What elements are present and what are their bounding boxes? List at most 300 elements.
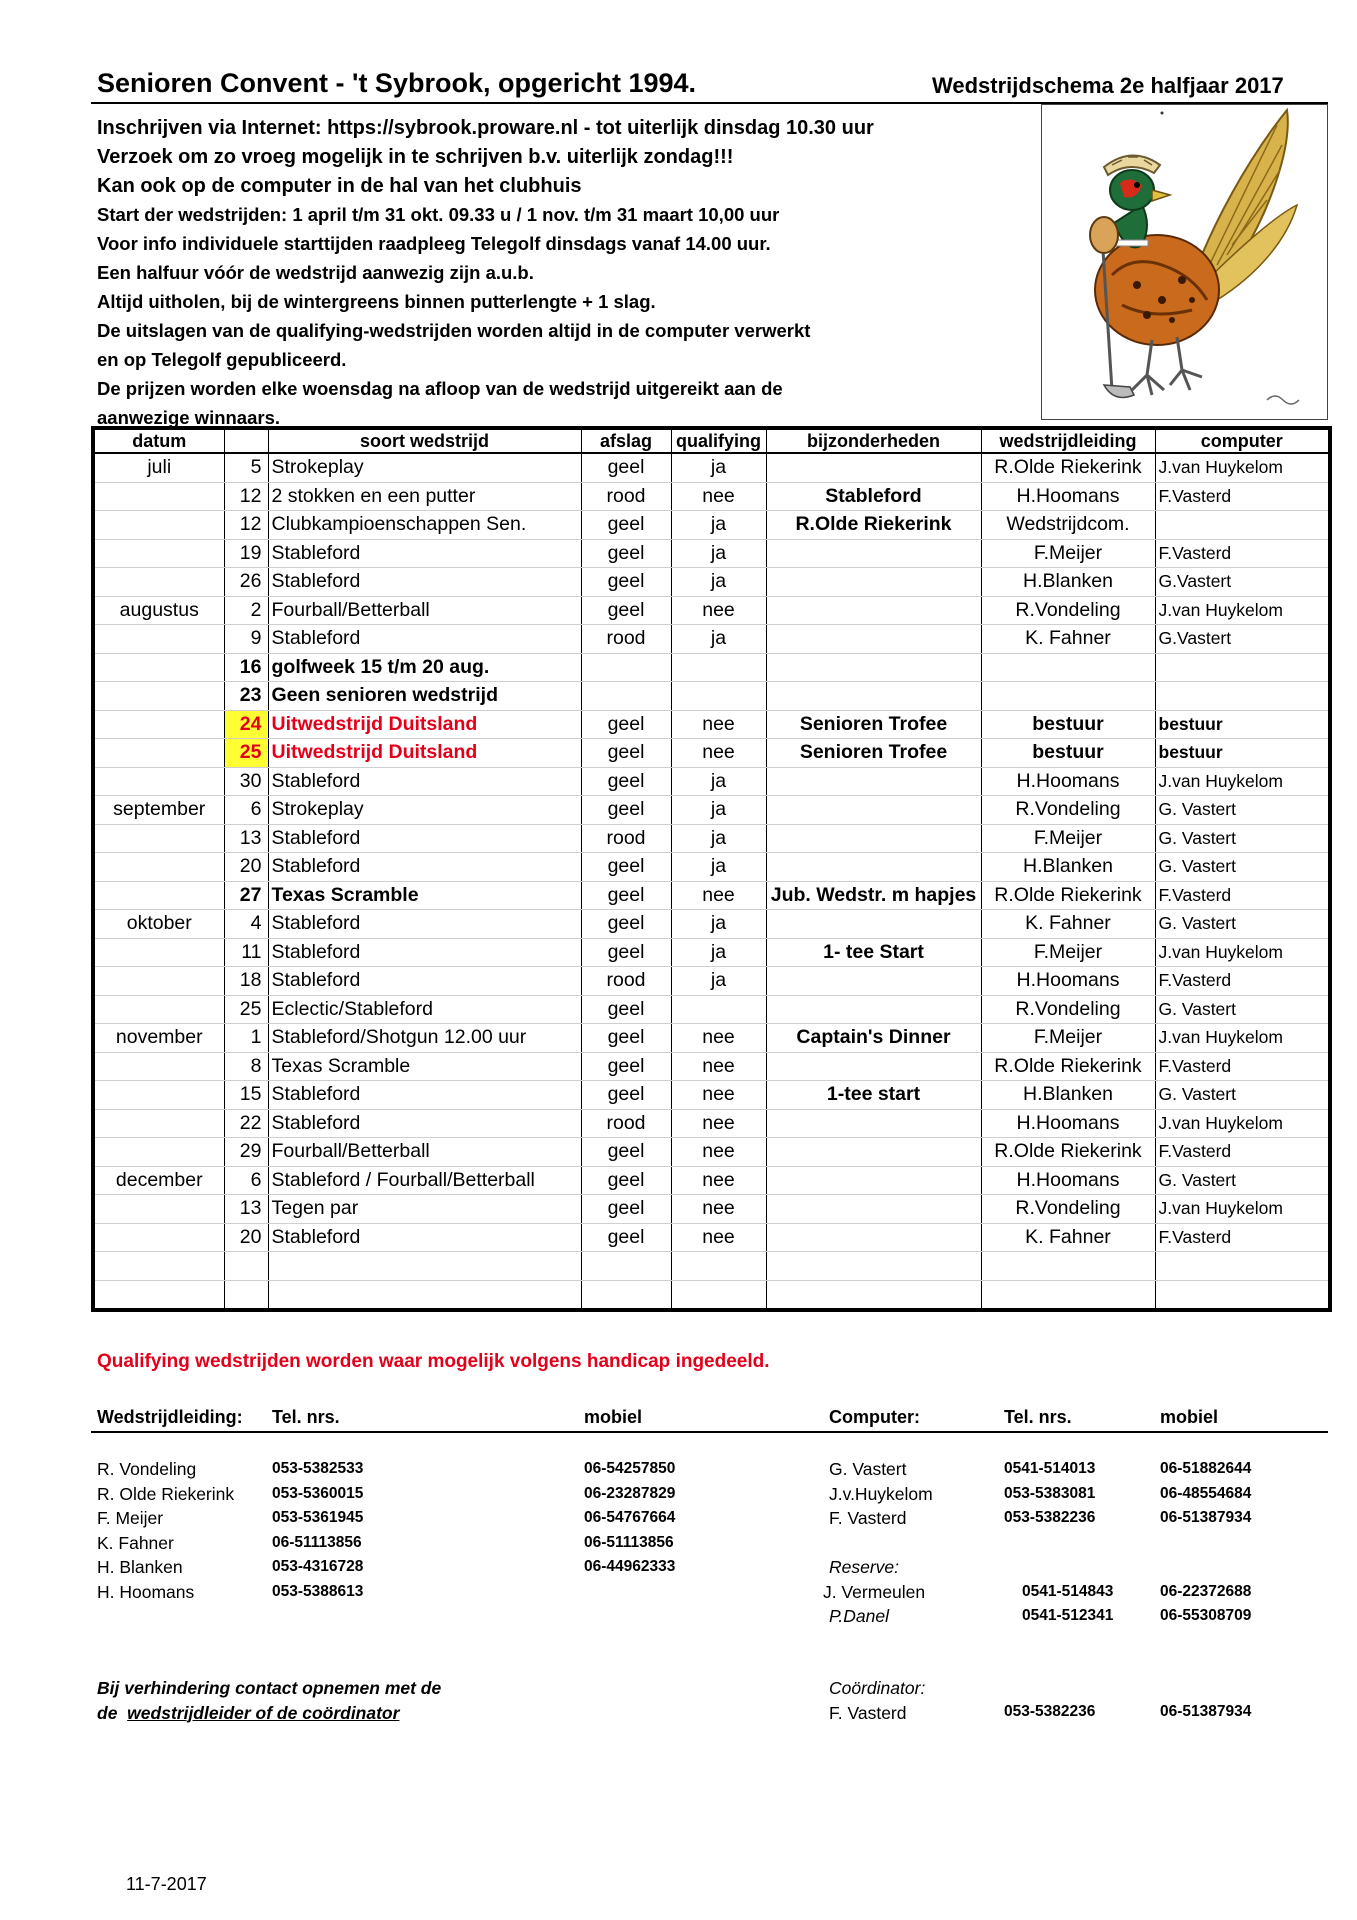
table-cell: G. Vastert (1155, 796, 1330, 825)
table-cell: Stableford (268, 1081, 581, 1110)
table-cell (1155, 682, 1330, 711)
table-cell (766, 995, 981, 1024)
table-row (93, 653, 1330, 682)
table-cell (766, 1195, 981, 1224)
table-cell: geel (581, 1081, 671, 1110)
intro-line: De prijzen worden elke woensdag na afloop van de wedstrijd uitgereikt aan de (97, 378, 783, 399)
table-cell: Eclectic/Stableford (268, 995, 581, 1024)
computer-tel (1004, 1457, 1113, 1629)
table-cell (93, 653, 224, 682)
table-cell: geel (581, 853, 671, 882)
leader-name: K. Fahner (97, 1532, 174, 1553)
table-cell: R.Vondeling (981, 596, 1155, 625)
table-cell: Texas Scramble (268, 1052, 581, 1081)
table-cell: G.Vastert (1155, 625, 1330, 654)
table-cell: rood (581, 625, 671, 654)
table-cell: F.Vasterd (1155, 482, 1330, 511)
table-cell: geel (581, 1223, 671, 1252)
table-cell (766, 1138, 981, 1167)
leader-tel: 053-5382533 (272, 1460, 364, 1477)
column-header: soort wedstrijd (268, 428, 581, 453)
table-header-row (93, 428, 1330, 453)
computer-tel: 0541-514013 (1004, 1460, 1096, 1477)
table-cell: 11 (224, 938, 268, 967)
table-row (93, 796, 1330, 825)
table-row (93, 1024, 1330, 1053)
table-cell: Uitwedstrijd Duitsland (268, 739, 581, 768)
table-cell: geel (581, 710, 671, 739)
table-cell (93, 767, 224, 796)
table-cell: Fourball/Betterball (268, 596, 581, 625)
table-cell: geel (581, 511, 671, 540)
table-cell (581, 1280, 671, 1310)
table-cell: 30 (224, 767, 268, 796)
table-cell: nee (671, 1052, 766, 1081)
pheasant-golfer-illustration (1041, 104, 1328, 420)
table-cell: F.Meijer (981, 1024, 1155, 1053)
table-cell (766, 1052, 981, 1081)
table-cell: H.Hoomans (981, 767, 1155, 796)
column-header: datum (93, 428, 224, 453)
reserve-name: P.Danel (829, 1606, 890, 1626)
leader-name: R. Olde Riekerink (97, 1483, 235, 1504)
table-cell: Stableford (268, 1109, 581, 1138)
table-cell: 8 (224, 1052, 268, 1081)
table-cell: Stableford (268, 824, 581, 853)
table-cell: 12 (224, 511, 268, 540)
table-cell: J.van Huykelom (1155, 938, 1330, 967)
table-cell: bestuur (981, 710, 1155, 739)
table-cell: Tegen par (268, 1195, 581, 1224)
table-cell: 12 (224, 482, 268, 511)
table-cell: augustus (93, 596, 224, 625)
table-cell: 29 (224, 1138, 268, 1167)
table-cell (766, 653, 981, 682)
contacts-header-tel: Tel. nrs. (272, 1407, 340, 1427)
table-cell (1155, 511, 1330, 540)
reserve-name: J. Vermeulen (823, 1581, 926, 1602)
table-cell: F.Vasterd (1155, 1138, 1330, 1167)
contacts-header-tel-2: Tel. nrs. (1004, 1407, 1072, 1427)
table-cell: H.Blanken (981, 568, 1155, 597)
coordinator-mobile: 06-51387934 (1160, 1703, 1252, 1720)
table-cell: Stableford (268, 910, 581, 939)
table-cell: Stableford / Fourball/Betterball (268, 1166, 581, 1195)
table-cell: Texas Scramble (268, 881, 581, 910)
table-cell: geel (581, 539, 671, 568)
table-cell: F.Meijer (981, 824, 1155, 853)
table-cell (981, 682, 1155, 711)
table-cell: ja (671, 910, 766, 939)
table-row (93, 995, 1330, 1024)
table-cell: 20 (224, 1223, 268, 1252)
table-cell (93, 1280, 224, 1310)
reserve-mobile: 06-22372688 (1160, 1582, 1252, 1600)
table-cell (93, 967, 224, 996)
table-cell: rood (581, 1109, 671, 1138)
table-cell: H.Hoomans (981, 1166, 1155, 1195)
table-cell: J.van Huykelom (1155, 1195, 1330, 1224)
table-cell (93, 1109, 224, 1138)
table-cell: Stableford (268, 1223, 581, 1252)
computer-mobile: 06-51882644 (1160, 1460, 1252, 1477)
column-header: bijzonderheden (766, 428, 981, 453)
table-cell: F.Vasterd (1155, 1052, 1330, 1081)
leader-name: R. Vondeling (97, 1459, 197, 1479)
table-cell (93, 1223, 224, 1252)
intro-text (97, 114, 1027, 432)
qualifying-note: Qualifying wedstrijden worden waar mogelijk volgens handicap ingedeeld. (97, 1351, 770, 1372)
table-cell: ja (671, 453, 766, 482)
table-cell (93, 1081, 224, 1110)
table-cell: geel (581, 568, 671, 597)
table-cell: K. Fahner (981, 625, 1155, 654)
table-row (93, 1280, 1330, 1310)
table-cell (93, 710, 224, 739)
leader-tel: 053-4316728 (272, 1558, 364, 1575)
table-cell: H.Hoomans (981, 1109, 1155, 1138)
table-cell: rood (581, 824, 671, 853)
table-cell: nee (671, 710, 766, 739)
table-row (93, 739, 1330, 768)
table-row (93, 824, 1330, 853)
table-cell: 13 (224, 824, 268, 853)
table-cell: J.van Huykelom (1155, 1109, 1330, 1138)
table-cell: Stableford (766, 482, 981, 511)
table-cell: H.Hoomans (981, 482, 1155, 511)
table-row (93, 767, 1330, 796)
table-cell (1155, 1252, 1330, 1281)
intro-line: Altijd uitholen, bij de wintergreens binnen putterlengte + 1 slag. (97, 291, 656, 312)
intro-line: De uitslagen van de qualifying-wedstrijden worden altijd in de computer verwerkt (97, 320, 811, 341)
coordinator-name: F. Vasterd (829, 1702, 907, 1723)
table-cell: H.Blanken (981, 853, 1155, 882)
table-cell: 9 (224, 625, 268, 654)
computer-mobile (1160, 1457, 1251, 1629)
table-cell (93, 1252, 224, 1281)
table-cell: ja (671, 568, 766, 597)
leader-mobile: 06-51113856 (584, 1533, 674, 1551)
table-row (93, 1195, 1330, 1224)
table-cell (93, 881, 224, 910)
table-cell (671, 1252, 766, 1281)
table-cell: Stableford (268, 938, 581, 967)
table-cell: rood (581, 482, 671, 511)
table-cell (224, 1252, 268, 1281)
table-cell (93, 739, 224, 768)
table-cell: geel (581, 1166, 671, 1195)
table-cell: Stableford (268, 568, 581, 597)
table-row (93, 1081, 1330, 1110)
leader-tel: 053-5361945 (272, 1509, 364, 1526)
table-cell: geel (581, 938, 671, 967)
table-cell (766, 1166, 981, 1195)
table-cell: R.Olde Riekerink (981, 881, 1155, 910)
table-cell (93, 995, 224, 1024)
computer-name: G. Vastert (829, 1459, 907, 1479)
table-cell: Wedstrijdcom. (981, 511, 1155, 540)
table-cell (268, 1252, 581, 1281)
schedule-subtitle: Wedstrijdschema 2e halfjaar 2017 (932, 73, 1284, 98)
table-cell: G. Vastert (1155, 910, 1330, 939)
table-cell (766, 853, 981, 882)
table-cell: nee (671, 1109, 766, 1138)
table-cell: 2 (224, 596, 268, 625)
contacts-header-mobile-2: mobiel (1160, 1407, 1219, 1427)
computer-mobile: 06-48554684 (1160, 1484, 1252, 1502)
reserve-tel: 0541-514843 (1022, 1582, 1114, 1600)
table-cell: oktober (93, 910, 224, 939)
computer-mobile: 06-51387934 (1160, 1509, 1252, 1526)
table-cell (766, 1109, 981, 1138)
table-cell: ja (671, 511, 766, 540)
table-cell: nee (671, 1024, 766, 1053)
table-cell: 1-tee start (766, 1081, 981, 1110)
table-row (93, 1252, 1330, 1281)
leader-tel: 053-5360015 (272, 1484, 364, 1502)
table-cell: F.Meijer (981, 539, 1155, 568)
table-cell: Clubkampioenschappen Sen. (268, 511, 581, 540)
table-cell: Jub. Wedstr. m hapjes (766, 881, 981, 910)
table-cell: 18 (224, 967, 268, 996)
table-cell: geel (581, 881, 671, 910)
intro-line: Start der wedstrijden: 1 april t/m 31 okt. 09.33 u / 1 nov. t/m 31 maart 10,00 uur (97, 204, 780, 225)
table-cell (581, 682, 671, 711)
table-cell: 26 (224, 568, 268, 597)
leaders-names (97, 1457, 234, 1604)
computer-name: F. Vasterd (829, 1508, 907, 1528)
table-cell: F.Vasterd (1155, 539, 1330, 568)
contacts-header-leaders: Wedstrijdleiding: (97, 1407, 243, 1427)
table-row (93, 539, 1330, 568)
table-row (93, 453, 1330, 482)
table-cell (981, 653, 1155, 682)
table-cell (671, 682, 766, 711)
table-cell: Stableford (268, 625, 581, 654)
table-cell: 16 (224, 653, 268, 682)
table-row (93, 682, 1330, 711)
table-cell: ja (671, 853, 766, 882)
leader-mobile: 06-54767664 (584, 1509, 676, 1526)
table-cell: Uitwedstrijd Duitsland (268, 710, 581, 739)
absence-note-line: Bij verhindering contact opnemen met de (97, 1678, 442, 1698)
table-cell (766, 625, 981, 654)
pheasant-legs-icon (1132, 337, 1202, 395)
table-cell: R.Olde Riekerink (981, 453, 1155, 482)
table-cell: 19 (224, 539, 268, 568)
table-row (93, 625, 1330, 654)
table-cell: Stableford (268, 853, 581, 882)
table-cell: 25 (224, 995, 268, 1024)
table-cell (93, 568, 224, 597)
table-row (93, 568, 1330, 597)
table-cell: geel (581, 1052, 671, 1081)
table-cell: F.Meijer (981, 938, 1155, 967)
table-cell (766, 539, 981, 568)
table-row (93, 938, 1330, 967)
table-cell: geel (581, 739, 671, 768)
absence-note (97, 1676, 441, 1725)
table-cell (766, 967, 981, 996)
leader-name: H. Blanken (97, 1557, 183, 1577)
table-cell: geel (581, 995, 671, 1024)
computer-tel: 053-5382236 (1004, 1509, 1096, 1526)
table-cell: G. Vastert (1155, 853, 1330, 882)
table-cell: R.Olde Riekerink (981, 1138, 1155, 1167)
pheasant-body-icon (1095, 235, 1219, 345)
table-cell: nee (671, 881, 766, 910)
column-header: wedstrijdleiding (981, 428, 1155, 453)
table-cell: Stableford/Shotgun 12.00 uur (268, 1024, 581, 1053)
table-cell: F.Vasterd (1155, 1223, 1330, 1252)
table-cell: G.Vastert (1155, 568, 1330, 597)
table-cell: 5 (224, 453, 268, 482)
computer-name: J.v.Huykelom (829, 1483, 933, 1504)
absence-note-underlined: wedstrijdleider of de coördinator (127, 1702, 400, 1723)
table-cell (766, 568, 981, 597)
table-cell: K. Fahner (981, 910, 1155, 939)
table-cell: 2 stokken en een putter (268, 482, 581, 511)
table-cell: golfweek 15 t/m 20 aug. (268, 653, 581, 682)
table-cell: nee (671, 482, 766, 511)
absence-note-line (97, 1701, 441, 1726)
computer-tel: 053-5383081 (1004, 1484, 1096, 1502)
table-cell: nee (671, 1223, 766, 1252)
table-cell: ja (671, 938, 766, 967)
intro-line: en op Telegolf gepubliceerd. (97, 349, 347, 370)
table-cell (93, 1195, 224, 1224)
table-cell: geel (581, 596, 671, 625)
table-cell: H.Blanken (981, 1081, 1155, 1110)
leader-mobile: 06-54257850 (584, 1460, 676, 1477)
table-cell: F.Vasterd (1155, 881, 1330, 910)
absence-note-prefix: de (97, 1702, 118, 1723)
table-cell: Strokeplay (268, 796, 581, 825)
intro-line: Een halfuur vóór de wedstrijd aanwezig zijn a.u.b. (97, 262, 534, 283)
coordinator-tel: 053-5382236 (1004, 1703, 1096, 1720)
column-header (224, 428, 268, 453)
table-cell: Senioren Trofee (766, 710, 981, 739)
table-cell: 1- tee Start (766, 938, 981, 967)
contacts-divider (91, 1431, 1328, 1433)
contacts-header-mobile: mobiel (584, 1407, 643, 1427)
signature-icon (1267, 396, 1299, 404)
table-cell: 22 (224, 1109, 268, 1138)
table-row (93, 1223, 1330, 1252)
competition-schedule-table (91, 426, 1332, 1312)
table-cell: nee (671, 1081, 766, 1110)
table-cell (766, 1223, 981, 1252)
table-cell: geel (581, 910, 671, 939)
table-cell: Captain's Dinner (766, 1024, 981, 1053)
table-cell (93, 625, 224, 654)
table-cell (224, 1280, 268, 1310)
table-cell: Geen senioren wedstrijd (268, 682, 581, 711)
table-cell: geel (581, 453, 671, 482)
table-cell (93, 539, 224, 568)
table-cell (671, 1280, 766, 1310)
table-cell (981, 1280, 1155, 1310)
table-cell: F.Vasterd (1155, 967, 1330, 996)
table-cell: geel (581, 767, 671, 796)
table-row (93, 482, 1330, 511)
table-cell: 13 (224, 1195, 268, 1224)
table-cell: nee (671, 739, 766, 768)
leaders-tel (272, 1457, 363, 1604)
table-cell: R.Olde Riekerink (766, 511, 981, 540)
table-cell: 6 (224, 1166, 268, 1195)
table-cell: Fourball/Betterball (268, 1138, 581, 1167)
intro-line: Verzoek om zo vroeg mogelijk in te schrijven b.v. uiterlijk zondag!!! (97, 146, 734, 168)
table-row (93, 1166, 1330, 1195)
table-cell: geel (581, 1195, 671, 1224)
table-cell (981, 1252, 1155, 1281)
table-cell: geel (581, 1138, 671, 1167)
reserve-tel: 0541-512341 (1022, 1607, 1114, 1624)
table-cell: H.Hoomans (981, 967, 1155, 996)
table-cell: rood (581, 967, 671, 996)
table-row (93, 710, 1330, 739)
intro-line: Kan ook op de computer in de hal van het clubhuis (97, 175, 582, 197)
table-cell: nee (671, 1166, 766, 1195)
table-cell: Stableford (268, 967, 581, 996)
column-header: computer (1155, 428, 1330, 453)
table-cell (93, 482, 224, 511)
intro-line: aanwezige winnaars. (97, 407, 281, 428)
table-cell (93, 1138, 224, 1167)
table-cell (766, 910, 981, 939)
computer-names (823, 1457, 933, 1629)
table-cell: J.van Huykelom (1155, 596, 1330, 625)
leader-mobile: 06-44962333 (584, 1558, 676, 1575)
table-cell: Senioren Trofee (766, 739, 981, 768)
table-cell: 27 (224, 881, 268, 910)
table-cell: december (93, 1166, 224, 1195)
table-cell (581, 653, 671, 682)
schedule-body (93, 453, 1330, 1310)
reserve-label: Reserve: (829, 1557, 900, 1577)
table-cell: september (93, 796, 224, 825)
table-cell (766, 453, 981, 482)
table-cell (766, 1252, 981, 1281)
table-cell (268, 1280, 581, 1310)
table-cell: ja (671, 767, 766, 796)
table-cell: 6 (224, 796, 268, 825)
table-row (93, 511, 1330, 540)
table-cell: ja (671, 539, 766, 568)
table-cell (766, 824, 981, 853)
table-cell: ja (671, 824, 766, 853)
table-cell (581, 1252, 671, 1281)
table-cell: nee (671, 1195, 766, 1224)
page-title: Senioren Convent - 't Sybrook, opgericht 1994. (97, 68, 697, 98)
leader-tel: 053-5388613 (272, 1582, 364, 1600)
table-row (93, 1109, 1330, 1138)
table-cell: 1 (224, 1024, 268, 1053)
table-cell: Stableford (268, 539, 581, 568)
table-row (93, 1052, 1330, 1081)
table-cell (671, 995, 766, 1024)
table-cell (93, 682, 224, 711)
table-row (93, 1138, 1330, 1167)
table-cell: ja (671, 967, 766, 996)
table-row (93, 853, 1330, 882)
table-row (93, 881, 1330, 910)
column-header: qualifying (671, 428, 766, 453)
table-cell: 15 (224, 1081, 268, 1110)
reserve-mobile: 06-55308709 (1160, 1607, 1252, 1624)
table-cell: ja (671, 625, 766, 654)
